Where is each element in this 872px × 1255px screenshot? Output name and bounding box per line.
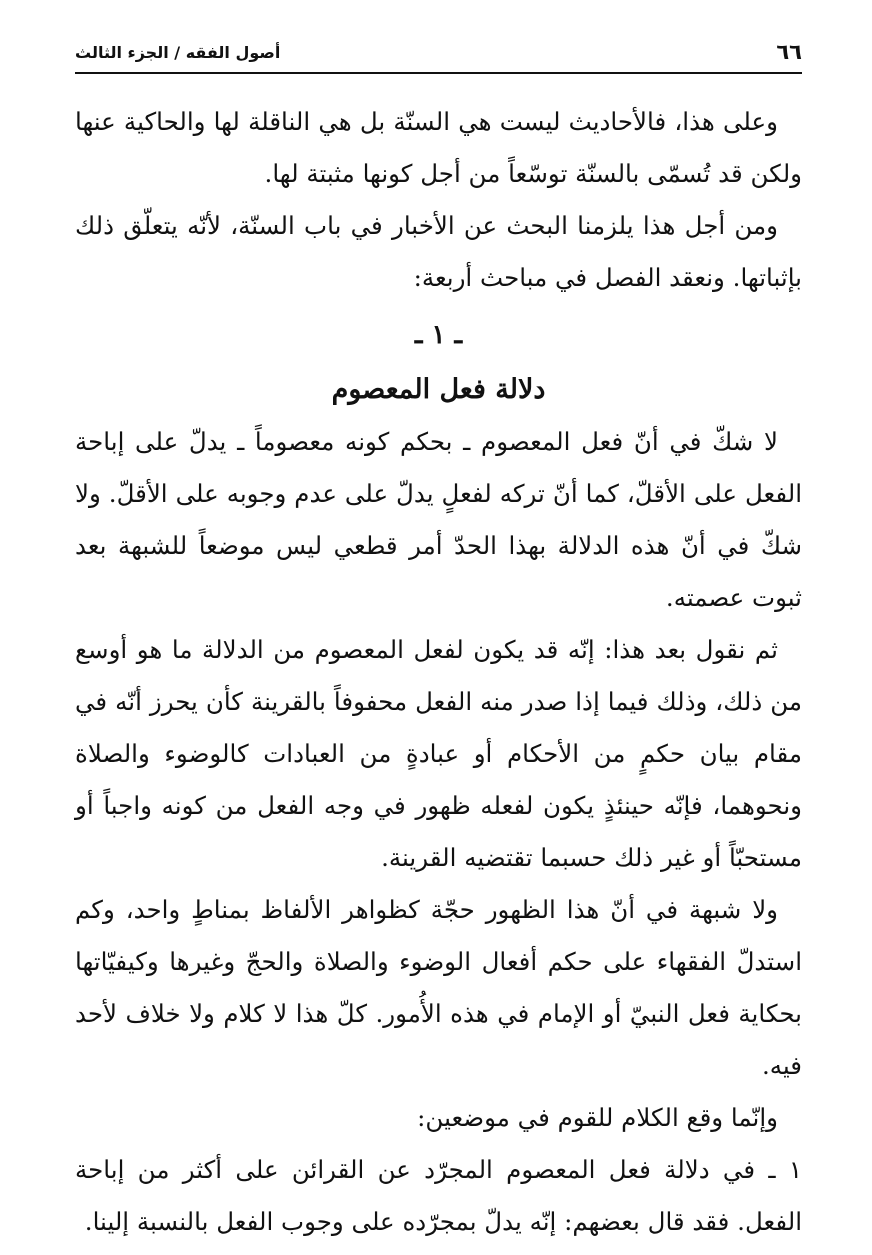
paragraph-7: ١ ـ في دلالة فعل المعصوم المجرّد عن القرائن على أكثر من إباحة الفعل. فقد قال بعضهم: إنّه يدلّ بمجرّده على وجوب الفعل بالنسبة إلينا. [75, 1155, 802, 1236]
paragraph-6: وإنّما وقع الكلام للقوم في موضعين: [417, 1103, 778, 1132]
page-number: ٦٦ [776, 40, 802, 64]
section-title: دلالة فعل المعصوم [331, 374, 546, 405]
paragraph-4: ثم نقول بعد هذا: إنّه قد يكون لفعل المعصوم من الدلالة ما هو أوسع من ذلك، وذلك فيما إذا صدر منه الفعل محفوفاً بالقرينة كأن يحرز أنّه في مقام بيان حكمٍ من الأحكام أو عبادةٍ من العبادات كالوضوء والصلاة ونحوهما، فإنّه حينئذٍ يكون لفعله ظهور في وجه الفعل من كونه واجباً أو مستحبّاً أو غير ذلك حسبما تقتضيه القرينة. [75, 635, 802, 872]
paragraph-5: ولا شبهة في أنّ هذا الظهور حجّة كظواهر الألفاظ بمناطٍ واحد، وكم استدلّ الفقهاء على حكم أفعال الوضوء والصلاة والحجّ وغيرها وكيفيّاتها بحكاية فعل النبيّ أو الإمام في هذه الأُمور. كلّ هذا لا كلام ولا خلاف لأحد فيه. [75, 895, 802, 1080]
section-number: ـ ١ ـ [414, 320, 463, 350]
paragraph-intro-2: ومن أجل هذا يلزمنا البحث عن الأخبار في باب السنّة، لأنّه يتعلّق ذلك بإثباتها. ونعقد الفصل في مباحث أربعة: [75, 211, 802, 292]
page-body [75, 96, 802, 1248]
running-title: أصول الفقه / الجزء الثالث [75, 43, 281, 62]
paragraph-3: لا شكّ في أنّ فعل المعصوم ـ بحكم كونه معصوماً ـ يدلّ على إباحة الفعل على الأقلّ، كما أنّ تركه لفعلٍ يدلّ على عدم وجوبه على الأقلّ. ولا شكّ في أنّ هذه الدلالة بهذا الحدّ أمر قطعي ليس موضعاً للشبهة بعد ثبوت عصمته. [75, 427, 802, 612]
paragraph-intro-1: وعلى هذا، فالأحاديث ليست هي السنّة بل هي الناقلة لها والحاكية عنها ولكن قد تُسمّى بالسنّة توسّعاً من أجل كونها مثبتة لها. [75, 107, 802, 188]
page-header [75, 38, 802, 74]
